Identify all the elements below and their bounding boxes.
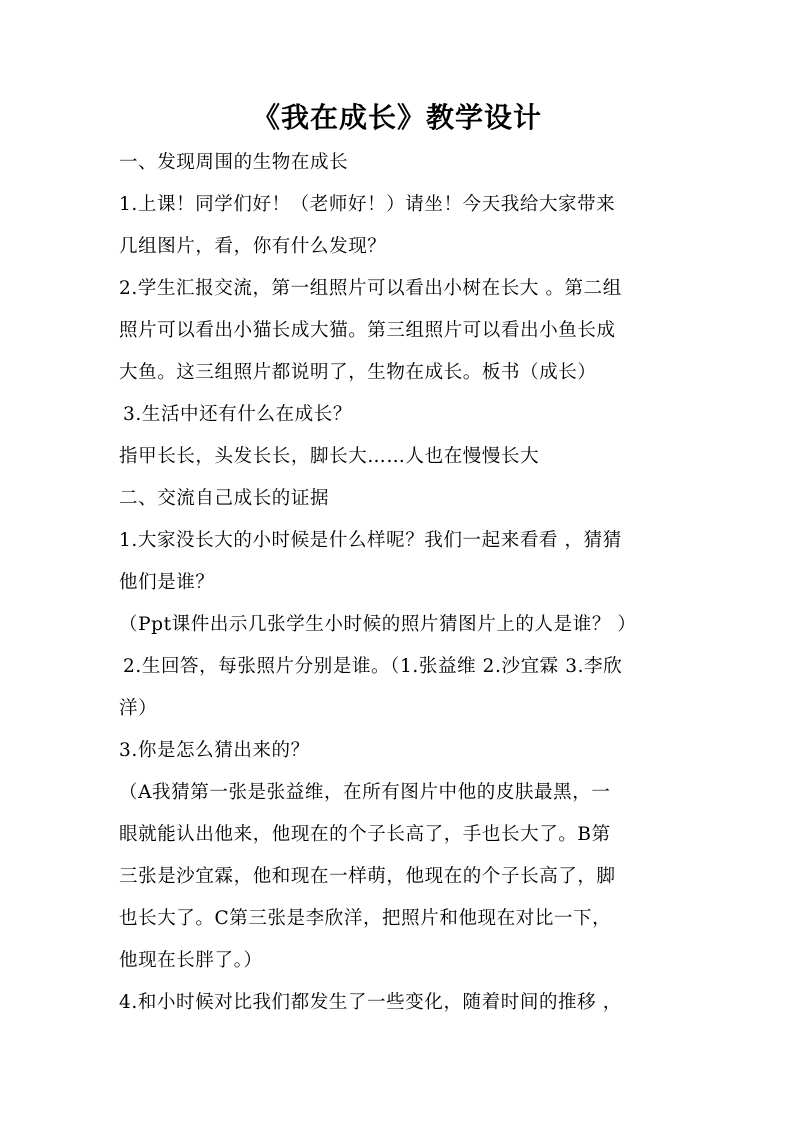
paragraph-line: 他们是谁？ [119,572,215,593]
paragraph-line: 3.生活中还有什么在成长？ [123,404,352,425]
section-heading-2: 二、交流自己成长的证据 [119,488,330,509]
paragraph-line: 照片可以看出小猫长成大猫。第三组照片可以看出小鱼长成 [119,320,616,341]
document-title: 《我在成长》教学设计 [251,101,542,134]
paragraph-line: 洋） [119,698,158,719]
document-body [119,142,689,1024]
paragraph-line: 三张是沙宜霖，他和现在一样萌，他现在的个子长高了，脚 [119,866,616,887]
section-heading-1: 一、发现周围的生物在成长 [119,152,349,173]
paragraph-line: 也长大了。C第三张是李欣洋，把照片和他现在对比一下， [119,908,612,929]
paragraph-line: 几组图片，看，你有什么发现？ [119,236,387,257]
paragraph-line: 2.生回答，每张照片分别是谁。（1.张益维 2.沙宜霖 3.李欣 [123,656,623,677]
paragraph-line: 他现在长胖了。） [119,950,263,971]
paragraph-line: 大鱼。这三组照片都说明了，生物在成长。板书（成长） [119,362,597,383]
paragraph-line: （A我猜第一张是张益维，在所有图片中他的皮肤最黑，一 [119,782,611,803]
paragraph-line: （Ppt课件出示几张学生小时候的照片猜图片上的人是谁？ ） [119,614,637,635]
paragraph-line: 3.你是怎么猜出来的？ [119,740,310,761]
paragraph-line: 1.上课！同学们好！（老师好！）请坐！今天我给大家带来 [119,194,616,215]
paragraph-line: 1.大家没长大的小时候是什么样呢？我们一起来看看 ，猜猜 [119,530,622,551]
paragraph-line: 眼就能认出他来，他现在的个子长高了，手也长大了。B第 [119,824,611,845]
paragraph-line: 2.学生汇报交流，第一组照片可以看出小树在长大 。第二组 [119,278,622,299]
paragraph-line: 4.和小时候对比我们都发生了一些变化，随着时间的推移 ， [119,992,622,1013]
paragraph-line: 指甲长长，头发长长，脚长大……人也在慢慢长大 [119,446,540,467]
